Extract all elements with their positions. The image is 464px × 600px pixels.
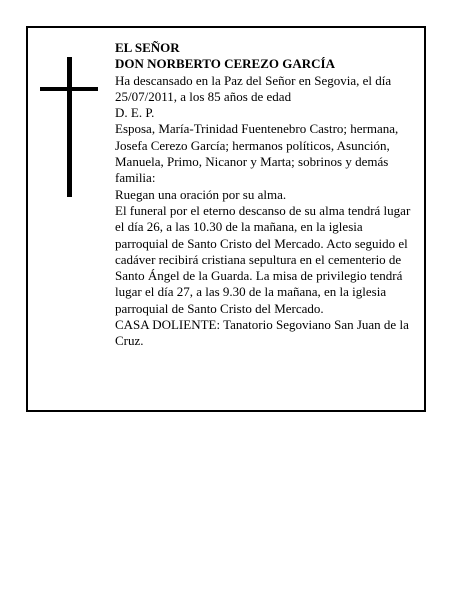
prayer-request: Ruegan una oración por su alma. xyxy=(115,186,287,202)
family-list: Esposa, María-Trinidad Fuentenebro Castro; hermana, Josefa Cerezo García; hermanos políticos, Asunción, Manuela, Primo, Nicanor y Marta; sobrinos y demás familia: xyxy=(115,121,399,186)
cross-vertical-bar xyxy=(67,57,72,197)
death-statement: Ha descansado en la Paz del Señor en Segovia, el día 25/07/2011, a los 85 años de edad xyxy=(115,72,392,104)
cross-horizontal-bar xyxy=(40,87,98,91)
obituary-notice xyxy=(26,26,426,412)
cross-icon xyxy=(40,57,98,197)
rest-in-peace: D. E. P. xyxy=(115,105,155,121)
mourning-house: CASA DOLIENTE: Tanatorio Segoviano San Juan de la Cruz. xyxy=(115,317,409,349)
title-line-1: EL SEÑOR xyxy=(115,40,180,55)
notice-text xyxy=(115,40,415,350)
funeral-info: El funeral por el eterno descanso de su alma tendrá lugar el día 26, a las 10.30 de la mañana, en la iglesia parroquial de Santo Cristo del Mercado. Acto seguido el cadáver recibirá cristiana sepultura en el cementerio de Santo Ángel de la Guarda. La misa de privilegio tendrá lugar el día 27, a las 9.30 de la mañana, en la iglesia parroquial de Santo Cristo del Mercado. xyxy=(115,202,411,316)
deceased-name: DON NORBERTO CEREZO GARCÍA xyxy=(115,56,335,72)
